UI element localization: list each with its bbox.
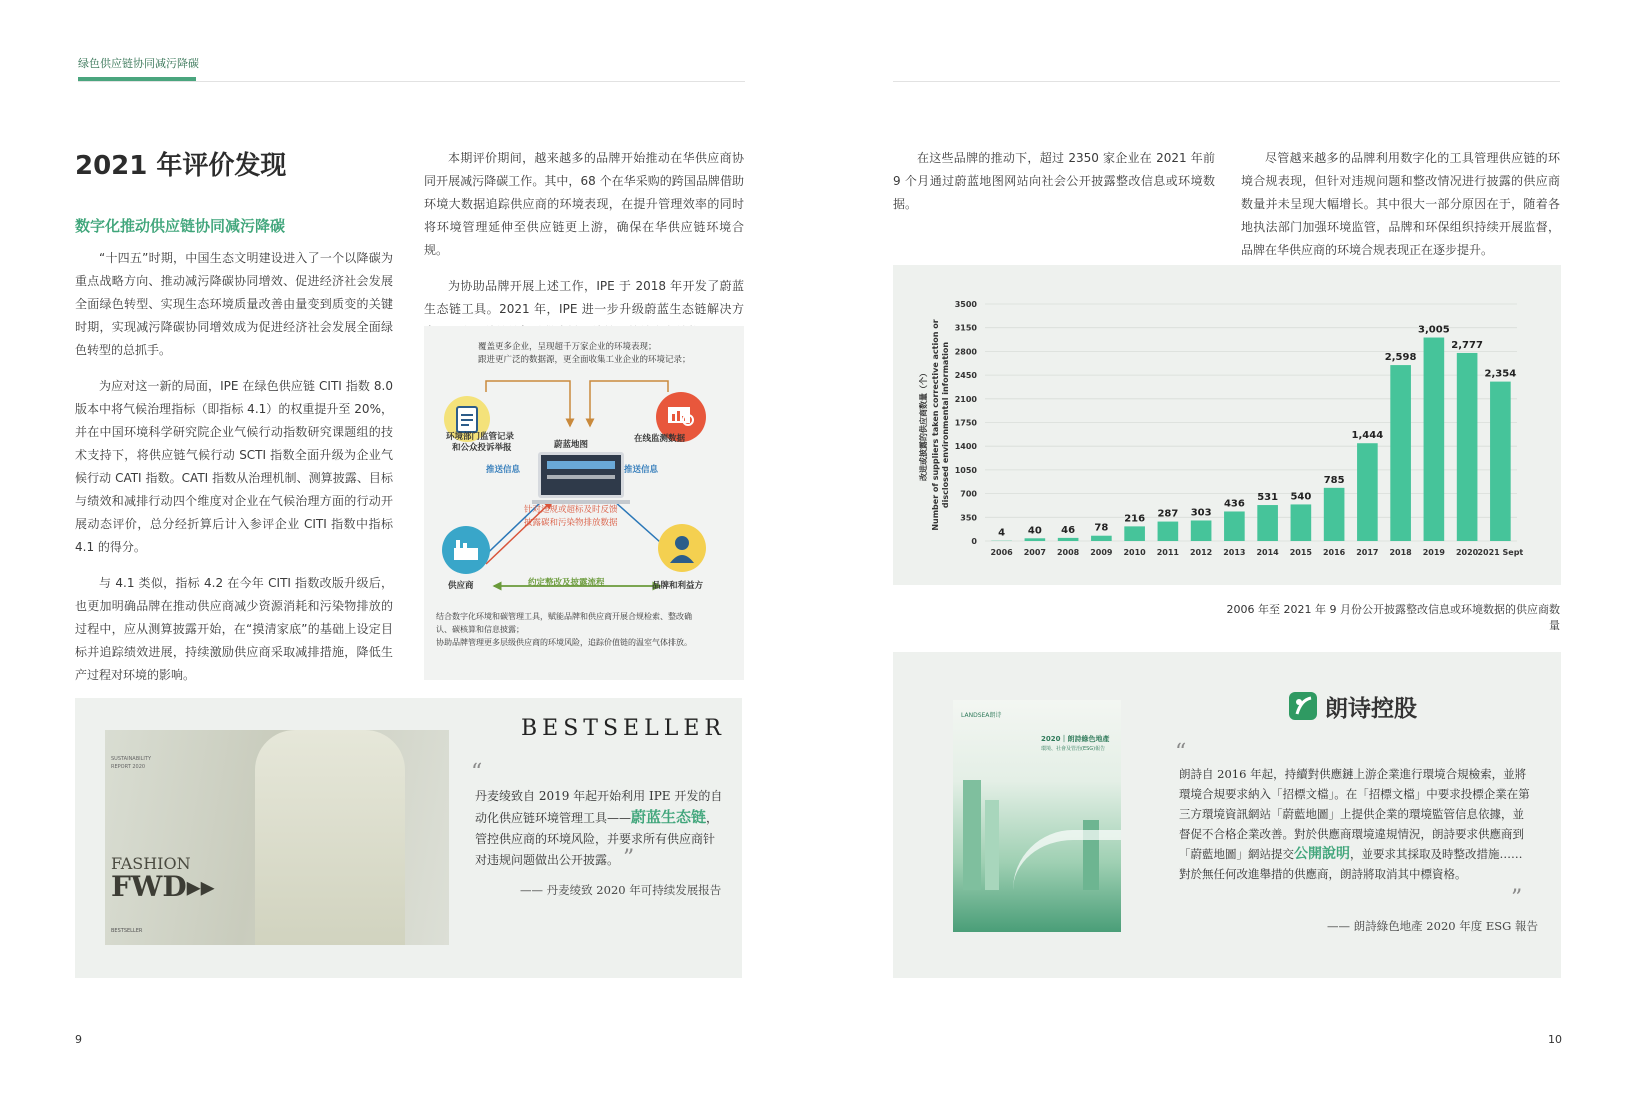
langsi-logo-text: 朗诗控股 bbox=[1325, 696, 1417, 722]
y-tick-label: 1750 bbox=[954, 418, 977, 428]
x-tick-label: 2019 bbox=[1422, 548, 1446, 557]
push-label-right: 推送信息 bbox=[624, 465, 659, 475]
x-tick-label: 2012 bbox=[1189, 548, 1213, 557]
bar bbox=[1457, 353, 1478, 541]
data-label: 540 bbox=[1290, 491, 1312, 503]
y-axis-title-cn: 改进或披露的供应商数量（个） bbox=[919, 369, 928, 481]
flow-label: 约定整改及披露流程 bbox=[528, 578, 605, 588]
data-label: 2,354 bbox=[1484, 368, 1517, 380]
data-label: 4 bbox=[998, 527, 1006, 539]
node-label-online: 在线监测数据 bbox=[634, 434, 686, 444]
diagram-note: 认、碳核算和信息披露； bbox=[436, 625, 524, 634]
close-quote-icon: ” bbox=[1511, 886, 1523, 911]
quote-highlight: 蔚蓝生态链 bbox=[631, 808, 707, 826]
bar bbox=[1257, 505, 1278, 541]
x-tick-label: 2014 bbox=[1256, 548, 1279, 557]
data-label: 40 bbox=[1027, 525, 1042, 537]
x-tick-label: 2007 bbox=[1023, 548, 1047, 557]
quote-highlight: 公開說明 bbox=[1294, 846, 1350, 862]
chart-caption: 2006 年至 2021 年 9 月份公开披露整改信息或环境数据的供应商数量 bbox=[1226, 603, 1560, 632]
data-label: 1,444 bbox=[1351, 430, 1384, 442]
data-label: 436 bbox=[1223, 498, 1245, 510]
data-label: 216 bbox=[1124, 513, 1146, 525]
y-tick-label: 3150 bbox=[954, 323, 977, 333]
x-tick-label: 2011 bbox=[1156, 548, 1180, 557]
blue-ecochain-diagram bbox=[424, 326, 744, 680]
bar bbox=[1124, 526, 1145, 541]
y-tick-label: 1400 bbox=[954, 442, 977, 452]
node-label-records: 环境部门监管记录 bbox=[446, 432, 515, 442]
data-label: 2,598 bbox=[1384, 352, 1417, 364]
diagram-note: 结合数字化环境和碳管理工具，赋能品牌和供应商开展合规检索、整改确 bbox=[436, 612, 692, 621]
x-tick-label: 2009 bbox=[1090, 548, 1113, 557]
node-label-brand: 品牌和利益方 bbox=[652, 581, 704, 591]
cover-small-text: SUSTAINABILITY bbox=[111, 756, 152, 762]
langsi-quote bbox=[1179, 764, 1531, 884]
bar bbox=[1424, 338, 1445, 541]
x-tick-label: 2020 bbox=[1455, 548, 1479, 557]
quote-text: 朗詩自 2016 年起，持續對供應鏈上游企業進行環境合規檢索，並將環境合規要求納入「招標文檔」。在「招標文檔」中要求投標企業在第三方環境資訊網站「蔚藍地圖」上提供企業的環境監管信息依據，並督促不合格企業改善。對於供應商環境違規情況，朗詩要求供應商到「蔚藍地圖」網站提交 bbox=[1179, 767, 1530, 861]
y-tick-label: 0 bbox=[971, 537, 977, 546]
x-tick-label: 2010 bbox=[1123, 548, 1146, 557]
diagram-note: 跟进更广泛的数据源，更全面收集工业企业的环境记录； bbox=[478, 355, 691, 365]
cover-brand-text: BESTSELLER bbox=[111, 928, 143, 934]
x-tick-label: 2016 bbox=[1322, 548, 1346, 557]
bar bbox=[1158, 522, 1179, 541]
y-tick-label: 2450 bbox=[954, 371, 977, 381]
close-quote-icon: ” bbox=[623, 846, 635, 871]
langsi-quote-box bbox=[893, 652, 1561, 978]
paragraph: 本期评价期间，越来越多的品牌开始推动在华供应商协同开展减污降碳工作。其中，68 个在华采购的跨国品牌借助环境大数据追踪供应商的环境表现，在提升管理效率的同时将环境管理延伸至供应链更上游，确保在华供应链环境合规。 bbox=[424, 151, 744, 257]
running-header: 绿色供应链协同减污降碳 bbox=[78, 57, 199, 70]
y-axis-title-en: disclosed environmental information bbox=[941, 341, 950, 509]
data-label: 303 bbox=[1190, 507, 1212, 519]
bestseller-quote-box bbox=[75, 698, 742, 978]
langsi-source: —— 朗詩綠色地產 2020 年度 ESG 報告 bbox=[1327, 919, 1539, 933]
x-tick-label: 2015 bbox=[1289, 548, 1313, 557]
data-label: 287 bbox=[1157, 508, 1179, 520]
header-rule-left bbox=[78, 81, 745, 82]
node-label-supplier: 供应商 bbox=[448, 581, 474, 591]
y-tick-label: 1050 bbox=[954, 465, 977, 475]
paragraph: 在这些品牌的推动下，超过 2350 家企业在 2021 年前 9 个月通过蔚蓝地图网站向社会公开披露整改信息或环境数据。 bbox=[893, 151, 1215, 211]
data-label: 3,005 bbox=[1418, 324, 1450, 336]
bestseller-source: —— 丹麦绫致 2020 年可持续发展报告 bbox=[520, 883, 722, 897]
paragraph: 与 4.1 类似，指标 4.2 在今年 CITI 指数改版升级后，也更加明确品牌在推动供应商减少资源消耗和污染物排放的过程中，应从测算披露开始，在“摸清家底”的基础上设定目标并追踪绩效进展，持续激励供应商采取减排措施，降低生产过程对环境的影响。 bbox=[75, 576, 393, 682]
x-tick-label: 2018 bbox=[1389, 548, 1412, 557]
y-axis-title-en: Number of suppliers taken corrective action or bbox=[931, 319, 940, 531]
feedback-label: 披露碳和污染物排放数据 bbox=[524, 518, 618, 528]
y-tick-label: 2100 bbox=[954, 394, 977, 404]
section-heading: 数字化推动供应链协同减污降碳 bbox=[75, 217, 286, 235]
building-shape bbox=[963, 780, 981, 890]
cover-fwd-text: FWD▸▸ bbox=[111, 870, 215, 903]
building-shape bbox=[985, 800, 999, 890]
x-tick-label: 2021 Sept bbox=[1477, 548, 1524, 557]
page-title: 2021 年评价发现 bbox=[75, 151, 287, 181]
tote-bag bbox=[255, 730, 405, 945]
node-label-map: 蔚蓝地图 bbox=[554, 440, 589, 450]
laptop-screen-icon bbox=[538, 452, 624, 498]
y-tick-label: 2800 bbox=[954, 347, 977, 357]
data-label: 46 bbox=[1061, 524, 1076, 536]
quote-text: 丹麦绫致自 2019 年起开始利用 IPE 开发的自动化供应链环境管理工具—— bbox=[475, 789, 723, 825]
x-tick-label: 2006 bbox=[990, 548, 1013, 557]
diagram-note: 覆盖更多企业，呈现超千万家企业的环境表现； bbox=[478, 342, 657, 352]
factory-icon bbox=[442, 526, 490, 574]
open-quote-icon: “ bbox=[471, 760, 483, 785]
cover-brand-text: LANDSEA朗诗 bbox=[961, 712, 1002, 719]
open-quote-icon: “ bbox=[1175, 740, 1187, 765]
bar bbox=[1224, 511, 1245, 541]
node-label-records-2: 和公众投诉举报 bbox=[452, 443, 512, 453]
x-tick-label: 2017 bbox=[1356, 548, 1379, 557]
column-3 bbox=[893, 147, 1215, 216]
cover-small-text: REPORT 2020 bbox=[111, 764, 146, 770]
data-label: 531 bbox=[1257, 492, 1279, 504]
feedback-label: 针对违规或超标及时反馈 bbox=[524, 505, 618, 515]
bar bbox=[1025, 538, 1046, 541]
x-tick-label: 2008 bbox=[1056, 548, 1080, 557]
bar bbox=[1291, 504, 1312, 541]
paragraph: “十四五”时期，中国生态文明建设进入了一个以降碳为重点战略方向、推动减污降碳协同增效、促进经济社会发展全面绿色转型、实现生态环境质量改善由量变到质变的关键时期，实现减污降碳协同增效成为促进经济社会发展全面绿色转型的总抓手。 bbox=[75, 251, 393, 357]
chart-svg bbox=[893, 265, 1561, 585]
data-label: 2,777 bbox=[1451, 339, 1483, 351]
quote-text: ，並要求其採取及時整改措施……對於無任何改進舉措的供應商，朗詩將取消其中標資格。 bbox=[1179, 847, 1523, 881]
bestseller-logo: BESTSELLER bbox=[521, 716, 726, 741]
bar bbox=[1357, 443, 1378, 541]
cover-fashion-text: FASHION bbox=[111, 854, 191, 873]
paragraph: 为协助品牌开展上述工作，IPE 于 2018 年开发了蔚蓝生态链工具。2021 年，IPE 进一步升级蔚蓝生态链解决方 bbox=[424, 279, 744, 316]
x-tick-label: 2013 bbox=[1223, 548, 1246, 557]
road-curve bbox=[1013, 830, 1121, 890]
page-number-right: 10 bbox=[1548, 1033, 1562, 1046]
header-rule-right bbox=[893, 81, 1560, 82]
cover-subtitle-text: 環境、社會及管治(ESG)報告 bbox=[1041, 746, 1106, 752]
report-cover-image bbox=[105, 730, 449, 945]
bar bbox=[1091, 536, 1112, 541]
bar bbox=[1324, 488, 1345, 541]
column-4 bbox=[1241, 147, 1560, 262]
langsi-logo-icon bbox=[1289, 692, 1317, 720]
bar bbox=[1490, 382, 1511, 541]
bar bbox=[1058, 538, 1079, 541]
push-label-left: 推送信息 bbox=[486, 465, 521, 475]
paragraph: 尽管越来越多的品牌利用数字化的工具管理供应链的环境合规表现，但针对违规问题和整改情况进行披露的供应商数量并未呈现大幅增长。其中很大一部分原因在于，随着各地执法部门加强环境监管，品牌和环保组织持续开展监督，品牌在华供应商的环境合规表现正在逐步提升。 bbox=[1241, 151, 1560, 257]
cover-fwd-word: FWD bbox=[111, 870, 187, 903]
data-label: 785 bbox=[1323, 474, 1345, 486]
y-tick-label: 350 bbox=[960, 513, 977, 523]
bestseller-quote bbox=[475, 786, 723, 871]
esg-report-cover bbox=[953, 700, 1121, 932]
paragraph: 为应对这一新的局面，IPE 在绿色供应链 CITI 指数 8.0 版本中将气候治理指标（即指标 4.1）的权重提升至 20%，并在中国环境科学研究院企业气候行动指数研究课题组的技术支持下，将供应链气候行动 SCTI 指数全面升级为企业气候行动 CATI 指数。CATI 指数从治理机制、测算披露、目标与绩效和减排行动四个维度对企业在气候治理方面的行动开展动态评价，总分经折算后计入参评企业 CITI 指数中指标 4.1 的得分。 bbox=[75, 379, 393, 554]
y-tick-label: 3500 bbox=[954, 300, 977, 309]
supplier-disclosure-chart bbox=[893, 265, 1561, 585]
bar bbox=[1390, 365, 1411, 541]
person-icon bbox=[658, 524, 706, 572]
column-1 bbox=[75, 247, 393, 700]
diagram-note: 协助品牌管理更多层级供应商的环境风险，追踪价值链的温室气体排放。 bbox=[436, 638, 692, 647]
cover-title-text: 2020｜朗詩綠色地產 bbox=[1041, 735, 1110, 743]
page-number-left: 9 bbox=[75, 1033, 82, 1046]
bar bbox=[1191, 520, 1212, 541]
quote-text: ，管控供应商的环境风险，并要求所有供应商针对违规问题做出公开披露。 bbox=[475, 811, 719, 867]
data-label: 78 bbox=[1094, 522, 1109, 534]
y-tick-label: 700 bbox=[960, 489, 977, 499]
